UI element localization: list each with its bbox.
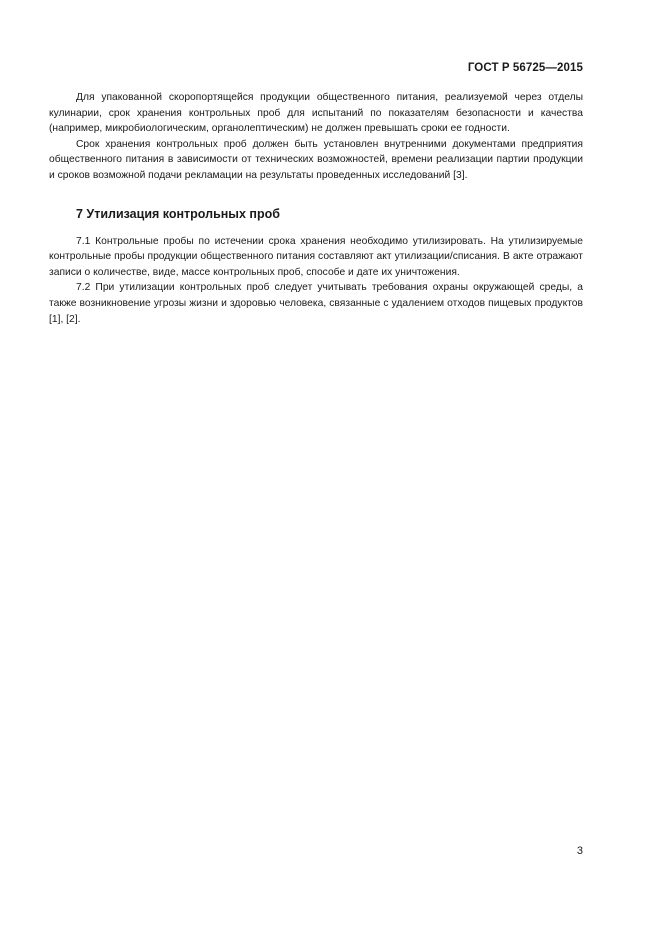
section-7-heading: 7 Утилизация контрольных проб — [76, 206, 280, 221]
paragraph-packaged-products: Для упакованной скоропортящейся продукции общественного питания, реализуемой через отделы кулинарии, срок хранения контрольных проб для испытаний по показателям безопасности и качества (например, микробиологическим, органолептическим) не должен превышать сроки ее годности. — [49, 92, 583, 135]
paragraph-7-2: 7.2 При утилизации контрольных проб следует учитывать требования охраны окружающей среды, а также возникновение угрозы жизни и здоровью человека, связанные с удалением отходов пищевых продуктов [1], [2]. — [49, 282, 583, 325]
paragraph-storage-period: Срок хранения контрольных проб должен быть установлен внутренними документами предприятия общественного питания в зависимости от технических возможностей, времени реализации партии продукции и сроков возможной подачи рекламации на результаты проведенных исследований [3]. — [49, 138, 583, 181]
document-code: ГОСТ Р 56725—2015 — [467, 62, 583, 74]
page-number: 3 — [576, 845, 583, 857]
paragraph-7-1: 7.1 Контрольные пробы по истечении срока хранения необходимо утилизировать. На утилизируемые контрольные пробы продукции общественного питания составляют акт утилизации/списания. В акте отражают записи о количестве, виде, массе контрольных проб, способе и дате их уничтожения. — [49, 235, 583, 278]
document-body — [49, 90, 583, 327]
